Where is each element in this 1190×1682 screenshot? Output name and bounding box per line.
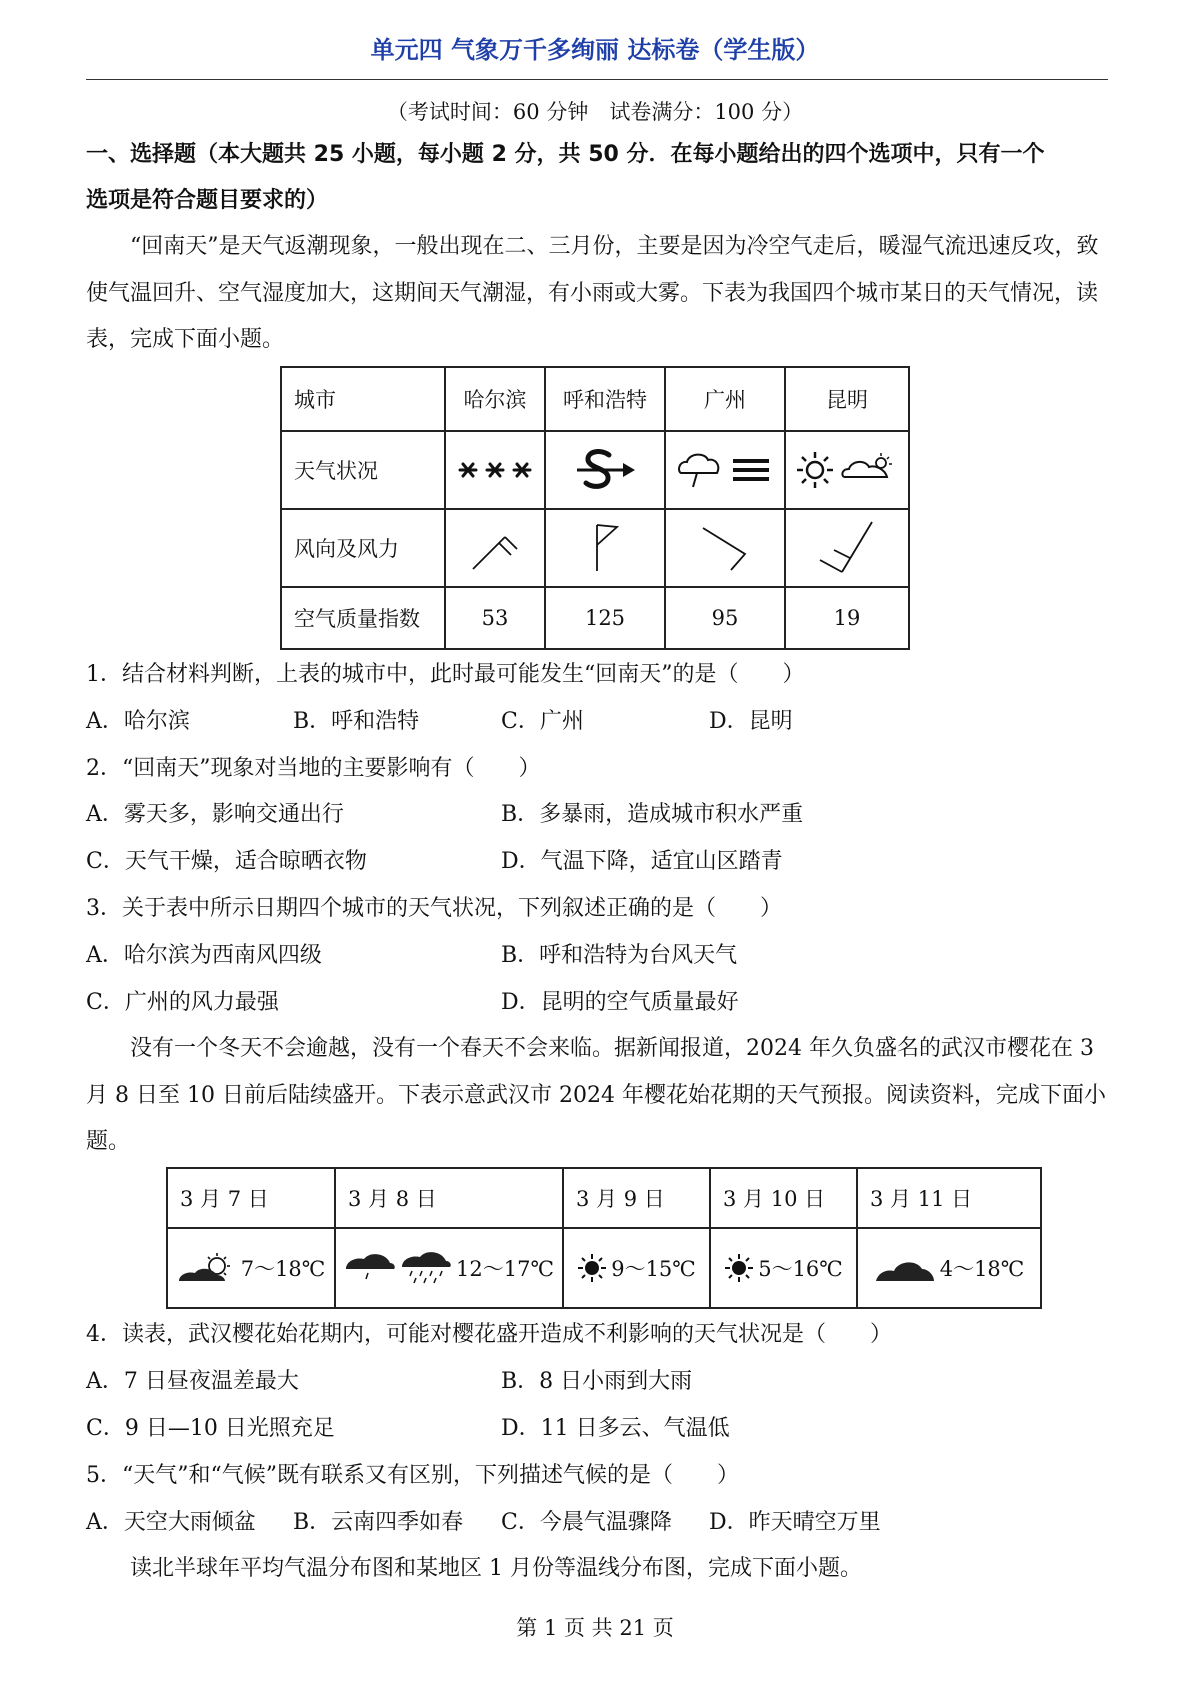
page-title: 单元四 气象万千多绚丽 达标卷（学生版）	[370, 36, 820, 64]
q3-option-c: C．广州的风力最强	[86, 990, 279, 1015]
q1-option-d: D．昆明	[709, 709, 793, 734]
temp-mar-10: 5～16℃	[758, 1257, 843, 1281]
aqi-kunming: 19	[785, 587, 909, 649]
q3-option-a: A．哈尔滨为西南风四级	[86, 943, 322, 968]
city-guangzhou: 广州	[665, 367, 785, 431]
sunny-icon	[724, 1253, 754, 1283]
section-heading-line1: 一、选择题（本大题共 25 小题，每小题 2 分，共 50 分．在每小题给出的四个选项中，只有一个	[86, 142, 1045, 167]
aqi-hohhot: 125	[545, 587, 665, 649]
wind-ne-icon	[785, 509, 909, 587]
row-label-wind: 风向及风力	[281, 509, 445, 587]
page-footer: 第 1 页 共 21 页	[516, 1616, 674, 1640]
q3-option-d: D．昆明的空气质量最好	[501, 990, 739, 1015]
q4-option-a: A．7 日昼夜温差最大	[86, 1369, 299, 1394]
q2-option-d: D．气温下降，适宜山区踏青	[501, 849, 783, 874]
forecast-mar-10	[710, 1228, 857, 1308]
q3-stem: 3．关于表中所示日期四个城市的天气状况，下列叙述正确的是（ ）	[86, 896, 782, 921]
q4-option-d: D．11 日多云、气温低	[501, 1416, 730, 1441]
sunny-icon	[577, 1253, 607, 1283]
row-label-city: 城市	[281, 367, 445, 431]
date-mar-7: 3 月 7 日	[167, 1168, 335, 1228]
q5-stem: 5．“天气”和“气候”既有联系又有区别，下列描述气候的是（ ）	[86, 1463, 739, 1488]
aqi-harbin: 53	[445, 587, 545, 649]
city-weather-table	[280, 366, 910, 650]
q5-option-b: B．云南四季如春	[293, 1510, 464, 1535]
q1-stem: 1．结合材料判断，上表的城市中，此时最可能发生“回南天”的是（ ）	[86, 662, 805, 687]
q2-stem: 2．“回南天”现象对当地的主要影响有（ ）	[86, 756, 541, 781]
temp-mar-11: 4～18℃	[939, 1257, 1025, 1281]
q4-option-b: B．8 日小雨到大雨	[501, 1369, 693, 1394]
row-label-weather: 天气状况	[281, 431, 445, 509]
q5-option-d: D．昨天晴空万里	[709, 1510, 881, 1535]
rain-fog-icon	[665, 431, 785, 509]
wind-nw-icon	[665, 509, 785, 587]
date-mar-8: 3 月 8 日	[335, 1168, 563, 1228]
q3-option-b: B．呼和浩特为台风天气	[501, 943, 738, 968]
forecast-mar-7	[167, 1228, 335, 1308]
sunny-to-cloudy-icon	[785, 431, 909, 509]
passage-2: 没有一个冬天不会逾越，没有一个春天不会来临。据新闻报道，2024 年久负盛名的武汉市樱花在 3 月 8 日至 10 日前后陆续盛开。下表示意武汉市 2024 年樱花始花期的天气预报。阅读资料，完成下面小题。	[86, 1036, 1106, 1154]
temp-mar-9: 9～15℃	[611, 1257, 696, 1281]
q2-option-a: A．雾天多，影响交通出行	[86, 802, 344, 827]
row-label-aqi: 空气质量指数	[281, 587, 445, 649]
q5-option-c: C．今晨气温骤降	[501, 1510, 672, 1535]
light-rain-icon	[344, 1249, 396, 1287]
city-kunming: 昆明	[785, 367, 909, 431]
city-hohhot: 呼和浩特	[545, 367, 665, 431]
date-mar-10: 3 月 10 日	[710, 1168, 857, 1228]
q1-option-c: C．广州	[501, 709, 584, 734]
forecast-mar-9	[563, 1228, 710, 1308]
q4-option-c: C．9 日—10 日光照充足	[86, 1416, 335, 1441]
snow-icon	[445, 431, 545, 509]
date-mar-11: 3 月 11 日	[857, 1168, 1041, 1228]
exam-info: （考试时间：60 分钟 试卷满分：100 分）	[386, 100, 804, 124]
q5-option-a: A．天空大雨倾盆	[86, 1510, 256, 1535]
q4-stem: 4．读表，武汉樱花始花期内，可能对樱花盛开造成不利影响的天气状况是（ ）	[86, 1322, 892, 1347]
q2-option-c: C．天气干燥，适合晾晒衣物	[86, 849, 367, 874]
sandstorm-icon	[545, 431, 665, 509]
forecast-mar-8	[335, 1228, 563, 1308]
passage-3: 读北半球年平均气温分布图和某地区 1 月份等温线分布图，完成下面小题。	[130, 1556, 862, 1581]
header-divider	[86, 79, 1108, 80]
heavy-rain-icon	[400, 1249, 452, 1287]
temp-mar-7: 7～18℃	[240, 1257, 326, 1281]
wuhan-forecast-table	[166, 1167, 1042, 1309]
passage-1: “回南天”是天气返潮现象，一般出现在二、三月份，主要是因为冷空气走后，暖湿气流迅速反攻，致使气温回升、空气湿度加大，这期间天气潮湿，有小雨或大雾。下表为我国四个城市某日的天气情况，读表，完成下面小题。	[86, 234, 1099, 352]
q1-option-b: B．呼和浩特	[293, 709, 420, 734]
city-harbin: 哈尔滨	[445, 367, 545, 431]
temp-mar-8: 12～17℃	[456, 1257, 554, 1281]
q2-option-b: B．多暴雨，造成城市积水严重	[501, 802, 804, 827]
section-heading-line2: 选项是符合题目要求的）	[86, 188, 329, 213]
wind-north-icon	[545, 509, 665, 587]
wind-sw-icon	[445, 509, 545, 587]
overcast-icon	[874, 1253, 936, 1283]
cloudy-to-sunny-icon	[177, 1251, 237, 1285]
aqi-guangzhou: 95	[665, 587, 785, 649]
date-mar-9: 3 月 9 日	[563, 1168, 710, 1228]
forecast-mar-11	[857, 1228, 1041, 1308]
q1-option-a: A．哈尔滨	[86, 709, 190, 734]
